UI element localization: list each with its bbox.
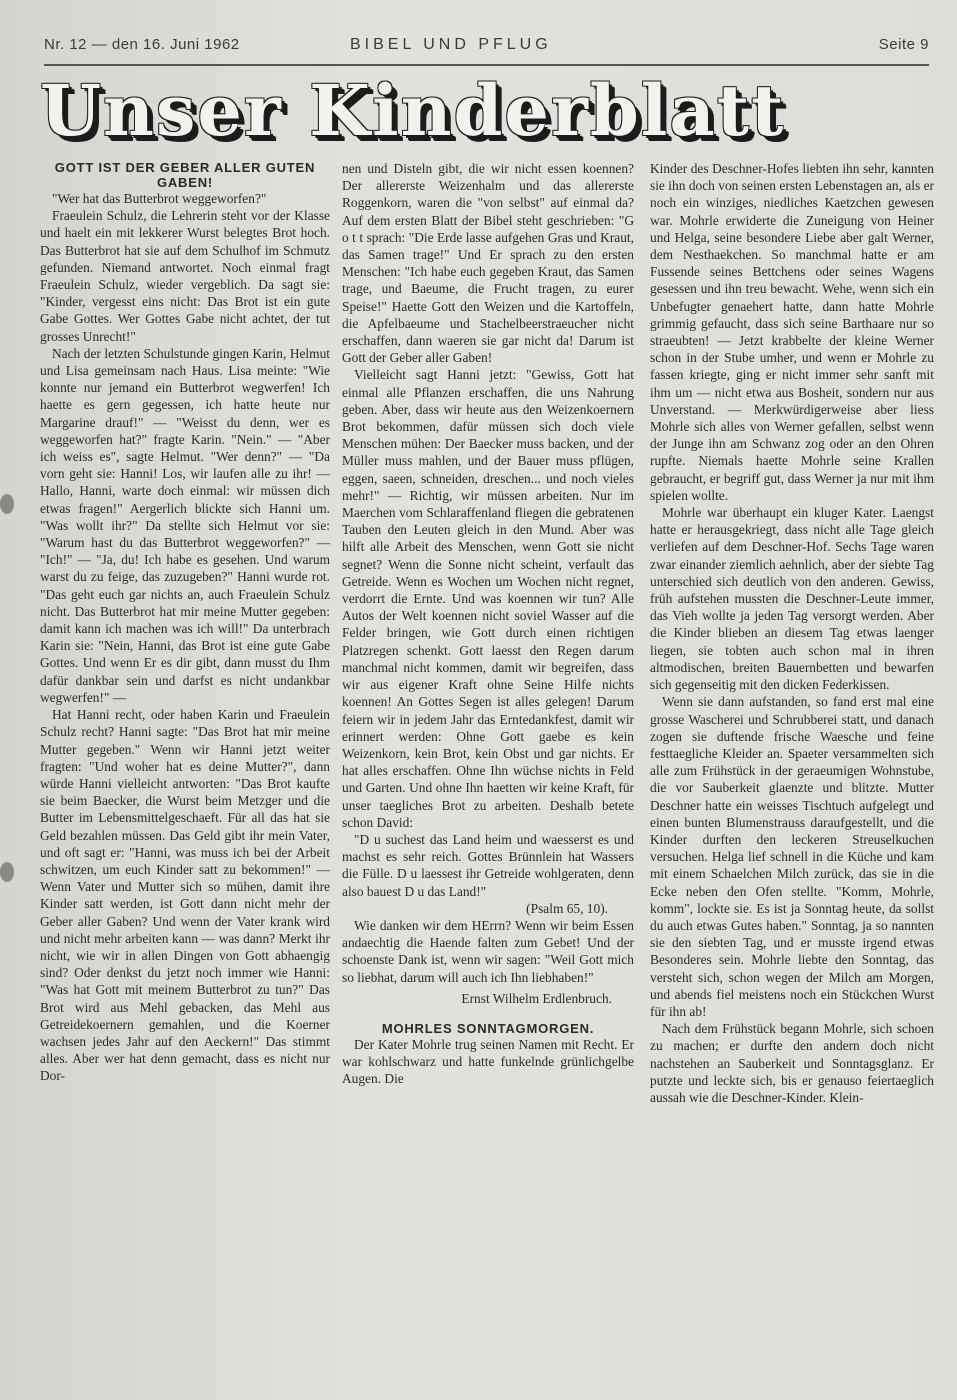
newspaper-name: BIBEL UND PFLUG (350, 36, 552, 53)
paragraph: "Wer hat das Butterbrot weggeworfen?" (52, 191, 267, 206)
paragraph: Der Kater Mohrle trug seinen Namen mit Recht. Er war kohlschwarz und hatte funkelnde grünlichgelbe Augen. Die (342, 1036, 634, 1087)
header-rule (44, 64, 929, 66)
paragraph: Fraeulein Schulz, die Lehrerin steht vor der Klasse und haelt ein mit lekkerer Wurst belegtes Brot hoch. Das Butterbrot hat sie auf dem Schulhof im Schmutz gefunden. Niemand antwortet. Noch einmal fragt Fraeulein Schulz, wieder vergeblich. Da sagt sie: "Kinder, vergesst eins nicht: Das Brot ist ein gute Gabe Gottes. Wer Gottes Gabe nicht achtet, der tut grosses Unrecht!" (40, 208, 330, 344)
paragraph: Nach dem Frühstück begann Mohrle, sich schoen zu machen; er durfte den andern doch nicht nachstehen an Sauberkeit und Sonntagsglanz. Er putzte und leckte sich, bis er genauso feiertaeglich aussah wie die Deschner-Kinder. Klein- (650, 1021, 934, 1105)
issue-date: Nr. 12 — den 16. Juni 1962 (44, 36, 240, 53)
bible-quote: "D u suchest das Land heim und waesserst es und machst es sehr reich. Gottes Brünnlein hat Wassers die Fülle. D u laessest ihr Getreide wohlgeraten, denn also bauest D u das Land!" (342, 831, 634, 899)
page-number: Seite 9 (878, 36, 929, 53)
paragraph: Mohrle war überhaupt ein kluger Kater. Laengst hatte er herausgekriegt, dass nicht alle Tage gleich verliefen auf dem Deschner-Hof. Sechs Tage waren zwar einander ziemlich aehnlich, aber der siebte Tag unterschied sich deutlich von den anderen. Gewiss, früh aufstehen mussten die Deschner-Leute immer, das Vieh wollte ja jeden Tag versorgt werden. Aber die Kinder blieben an diesem Tag etwas laenger liegen, sie tobten auch schon mal in ihren altmodischen, breiten Bauernbetten und bewarfen sich gegenseitig mit den dicken Federkissen. (650, 505, 934, 693)
paragraph: Wenn sie dann aufstanden, so fand erst mal eine grosse Wascherei und Schrubberei statt, und danach zogen sie duftende frische Waesche und feine festtaegliche Kleider an. Spaeter versammelten sich alle zum Frühstück in der geraeumigen Wohnstube, die vor Sauberkeit glaenzte und blitzte. Mutter Deschner hatte ein weisses Tischtuch aufgelegt und einen bunten Blumenstrauss daraufgestellt, und die Kinder durften den leckeren Streuselkuchen versuchen. Helga lief schnell in die Küche und kam mit einem Schaelchen Milch zurück, das sie in die Ecke neben den Ofen stellte. "Komm, Mohrle, komm", lockte sie. Es ist ja Sonntag heute, da sollst du auch etwas Gutes haben." Sonntag, ja so nannten sie den siebten Tag, und er musste irgend etwas Besonderes sein. Mohrle liebte den Sonntag, das versteht sich, schon wegen der Milch am Morgen, und abends fiel meistens noch ein Stückchen Wurst für ihn ab! (650, 694, 934, 1019)
punch-hole (0, 494, 14, 514)
column-3 (650, 160, 934, 1106)
article-title: MOHRLES SONNTAGMORGEN. (381, 1020, 595, 1036)
masthead-title: Unser Kinderblatt (40, 69, 786, 152)
page-header (44, 36, 929, 62)
article-title: GOTT IST DER GEBER ALLER GUTEN GABEN! (54, 160, 316, 190)
paragraph: Nach der letzten Schulstunde gingen Karin, Helmut und Lisa gemeinsam nach Haus. Lisa meinte: "Wie konnte nur jemand ein Butterbrot wegwerfen! Ich haette es gern gegessen, ich hatte heute nur Margarine drauf!" — "Weisst du denn, wer es weggeworfen hat?" fragte Karin. "Nein." — "Aber ich weiss es", sagte Helmut. "Wer denn?" — "Da vorn geht sie: Hanni! Los, wir laufen alle zu ihr! — Hallo, Hanni, warte doch einmal: wir müssen dich etwas fragen!" Aergerlich blickte sich Hanni um. "Was wollt ihr?" Da stellte sich Helmut vor sie: "Warum hast du das Butterbrot weggeworfen?" — "Ich!" — "Ja, du! Ich habe es gesehen. Und warum warst du zu feige, das zuzugeben?" Hanni wurde rot. "Das geht euch gar nichts an, auch Fraeulein Schulz nicht. Das Butterbrot hat mir meine Mutter gegeben: damit kann ich machen was ich will!" Da unterbrach Karin sie: "Nein, Hanni, das Brot ist eine gute Gabe Gottes. Und wenn Er es dir gibt, dann musst du Ihm dafür dankbar sein und darfst es nicht undankbar wegwerfen!" — (40, 345, 330, 705)
punch-hole (0, 862, 14, 882)
paragraph: Kinder des Deschner-Hofes liebten ihn sehr, kannten sie ihn doch von seinen ersten Lebenstagen an, als er noch ein winziges, niedliches Kaetzchen gewesen war. Mohrle erwiderte die Zuneigung von Heiner und Helga, seine besondere Liebe aber galt Werner, dem Nesthaekchen. So manchmal hatte er am Fussende seines Bettchens oder seines Wagens gesessen und ihn treu bewacht. Wehe, wenn sich ein Unbefugter genaehert hatte, dann hatte Mohrle grimmig gefaucht, dass sich seine Barthaare nur so straeubten! — Jetzt krabbelte der kleine Werner schon in der Stube umher, und wenn er Mohrle zu fassen kriegte, ging er nicht immer sehr sanft mit ihm um — nicht etwa aus Bosheit, sondern nur aus Unverstand. — Merkwürdigerweise aber liess Mohrle sich alles von Werner gefallen, selbst wenn der Junge ihn am Schwanz zog oder an den Ohren rupfte. Niemals haette Mohrle seine Krallen gebraucht, er begriff gut, dass Werner ja nur mit ihm spielen wollte. (650, 161, 934, 503)
paragraph: nen und Disteln gibt, die wir nicht essen koennen? Der allererste Weizenhalm und das allererste Roggenkorn, waren die "von selbst" auf einmal da? Auf dem ersten Blatt der Bibel steht geschrieben: "G o t t sprach: "Die Erde lasse aufgehen Gras und Kraut, das Samen trage!" Und Er sprach zu den ersten Menschen: "Ich habe euch gegeben Kraut, das Samen trage, und Baeume, die Frucht tragen, zu eurer Speise!" Haette Gott den Weizen und die Kartoffeln, die Apfelbaeume und Stachelbeerstraeucher nicht erschaffen, dann waeren sie gar nicht da! Darum ist Gott der Geber aller Gaben! (342, 161, 634, 366)
paragraph: Hat Hanni recht, oder haben Karin und Fraeulein Schulz recht? Hanni sagte: "Das Brot hat mir meine Mutter gegeben." Wenn wir Hanni jetzt weiter fragten: "Und woher hat es deine Mutter?", dann würde Hanni vielleicht antworten: "Das Brot kaufte sie beim Baecker, die Wurst beim Metzger und die Butter im Lebensmittelgeschaeft. Für all das hat sie Geld bezahlen müssen. Das Geld gibt ihr mein Vater, und oft sagt er: "Hanni, was muss ich bei der Arbeit schwitzen, um euch Kinder satt zu bekommen!" — Wenn Vater und Mutter sich so mühen, damit ihre Kinder satt werden, ist Gott dann nicht mehr der Geber aller Gaben? Und wenn der Vater krank wird und nicht mehr arbeiten kann — was dann? Merkt ihr nicht, wie wir in allen Dingen von Gott abhaengig sind? Oder denkst du jetzt noch immer wie Hanni: "Was hat Gott mit meinem Butterbrot zu tun?" Das Brot wird aus Mehl gebacken, das Mehl aus Getreidekoernern gemahlen, und die Koerner wachsen jedes Jahr auf den Aeckern!" Das stimmt alles. Aber wer hat denn gemacht, dass es nicht nur Dor- (40, 707, 330, 1084)
bible-reference: (Psalm 65, 10). (526, 900, 608, 916)
author-signature: Ernst Wilhelm Erdlenbruch. (461, 990, 612, 1006)
paragraph: Vielleicht sagt Hanni jetzt: "Gewiss, Gott hat einmal alle Pflanzen erschaffen, die uns Nahrung geben. Aber, dass wir heute aus den Weizenkoernern Brot bekommen, dafür müssen sich doch viele Menschen mühen: Der Baecker muss backen, und der Müller muss mahlen, und der Bauer muss pflügen, eggen, saeen, schneiden, dreschen... und noch vieles mehr!" — Richtig, wir müssen arbeiten. Nur im Maerchen vom Schlaraffenland fliegen die gebratenen Tauben den Leuten gleich in den Mund. Aber was hilft alle Arbeit des Menschen, wenn Gott sie nicht segnet? Wenn die Sonne nicht scheint, verfault das Getreide. Wenn es Wochen um Wochen nicht regnet, verdorrt die Ernte. Und was koennen wir tun? Alle Autos der Welt koennen nicht soviel Wasser auf die Felder bringen, wie Gott durch einen richtigen Platzregen schenkt. Gott laesst den Regen darum manchmal nicht kommen, damit wir begreifen, dass wir aus eigener Kraft ohne Seine Hilfe nichts koennen! An Gottes Segen ist alles gelegen! Darum feiern wir in jedem Jahr das Erntedankfest, damit wir erinnert werden: Ohne Gott gaebe es kein Weizenkorn, kein Brot, kein Obst und gar nichts. Er hat alles erschaffen. Ohne Ihn wüchse nichts in Feld und Garten. Und ohne Ihn haetten wir keine Kraft, für unser taegliches Brot zu arbeiten. Deshalb betete schon David: (342, 367, 634, 830)
column-1 (40, 160, 330, 1085)
column-2 (342, 160, 634, 1088)
paragraph: Wie danken wir dem HErrn? Wenn wir beim Essen andaechtig die Haende falten zum Gebet! Und der schoenste Dank ist, wenn wir sagen: "Weil Gott mich so liebhat, darum will auch ich Ihn liebhaben!" (342, 917, 634, 985)
